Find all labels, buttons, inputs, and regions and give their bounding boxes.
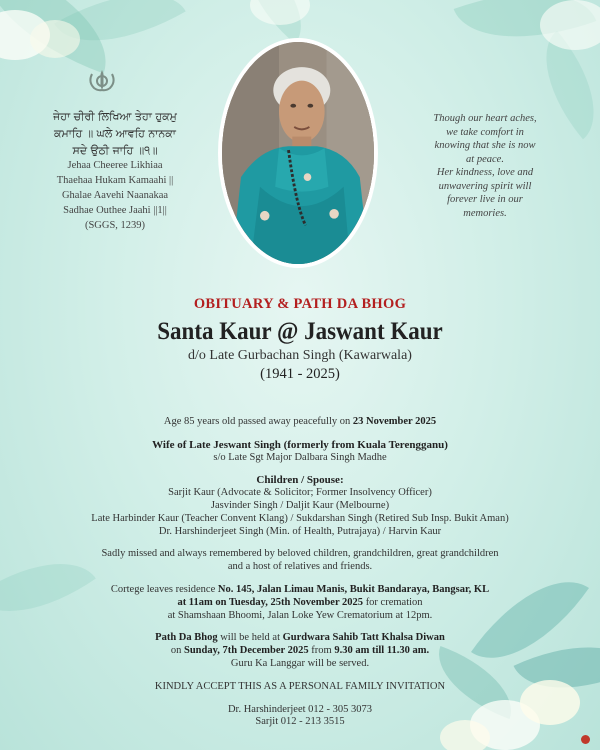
quote-line: memories. xyxy=(463,207,507,219)
life-years: (1941 - 2025) xyxy=(260,366,340,382)
bhog-time: 9.30 am till 11.30 am. xyxy=(334,645,430,657)
remembrance-line: and a host of relatives and friends. xyxy=(227,561,373,573)
cortege-text: Cortege leaves residence xyxy=(110,583,218,595)
death-date: 23 November 2025 xyxy=(352,416,437,427)
residence-address: No. 145, Jalan Limau Manis, Bukit Bandaraya, Bangsar, KL xyxy=(217,583,490,595)
memorial-quote xyxy=(400,112,570,220)
bhog-from: from xyxy=(308,645,335,657)
age-line xyxy=(30,416,570,429)
son-of-line: s/o Late Sgt Major Dalbara Singh Madhe xyxy=(213,451,387,463)
verse-transliteration xyxy=(40,158,190,233)
bhog-text: will be held at xyxy=(217,632,283,644)
translit-line: Sadhae Outhee Jaahi ||1|| xyxy=(63,205,167,216)
verse-line: ਸਦੇ ਉਠੀ ਜਾਹਿ ॥੧॥ xyxy=(72,144,158,157)
cortege-line xyxy=(30,584,570,597)
cortege-suffix: for cremation xyxy=(363,596,423,608)
quote-line: at peace. xyxy=(466,153,504,165)
contact-line: Dr. Harshinderjeet 012 - 305 3073 xyxy=(227,703,373,715)
khanda-icon xyxy=(88,68,116,94)
obituary-header xyxy=(0,296,600,383)
bhog-line xyxy=(30,632,570,645)
child-line: Sarjit Kaur (Advocate & Solicitor; Former Insolvency Officer) xyxy=(168,487,432,499)
portrait-photo xyxy=(218,38,378,268)
quote-line: Though our heart aches, xyxy=(433,113,537,124)
quote-line: unwavering spirit will xyxy=(438,180,532,192)
translit-line: Ghalae Aavehi Naanakaa xyxy=(61,190,169,201)
contact-line: Sarjit 012 - 213 3515 xyxy=(255,716,345,728)
publisher-logo-icon xyxy=(581,735,590,744)
remembrance-line: Sadly missed and always remembered by beloved children, grandchildren, great grandchildren xyxy=(101,548,499,560)
verse-source: (SGGS, 1239) xyxy=(84,220,146,231)
bhog-on: on xyxy=(170,645,184,657)
translit-line: Jehaa Cheeree Likhiaa xyxy=(67,160,163,171)
wife-line: Wife of Late Jeswant Singh (formerly from Kuala Terengganu) xyxy=(152,438,448,451)
translit-line: Thaehaa Hukam Kamaahi || xyxy=(56,175,174,186)
verse-line: ਜੇਹਾ ਚੀਰੀ ਲਿਖਿਆ ਤੇਹਾ ਹੁਕਮੁ xyxy=(53,110,177,123)
parent-line: d/o Late Gurbachan Singh (Kawarwala) xyxy=(188,348,412,363)
langgar-line: Guru Ka Langgar will be served. xyxy=(230,657,370,669)
child-line: Dr. Harshinderjeet Singh (Min. of Health, Putrajaya) / Harvin Kaur xyxy=(158,525,442,537)
obituary-details xyxy=(30,416,570,729)
publisher-watermark xyxy=(581,735,590,744)
child-line: Late Harbinder Kaur (Teacher Convent Klang) / Sukdarshan Singh (Retired Sub Insp. Bukit Aman) xyxy=(91,512,509,524)
children-heading: Children / Spouse: xyxy=(256,474,344,487)
cortege-time-line xyxy=(30,597,570,610)
invitation-line: KINDLY ACCEPT THIS AS A PERSONAL FAMILY INVITATION xyxy=(154,680,446,692)
quote-line: Her kindness, love and xyxy=(436,167,534,178)
age-text: Age 85 years old passed away peacefully on xyxy=(163,416,353,427)
quote-line: we take comfort in xyxy=(446,126,524,138)
quote-line: forever live in our xyxy=(447,194,523,205)
bhog-venue: Gurdwara Sahib Tatt Khalsa Diwan xyxy=(282,632,445,644)
cortege-time: at 11am on Tuesday, 25th November 2025 xyxy=(177,596,364,608)
bhog-label: Path Da Bhog xyxy=(155,632,218,644)
cremation-place: at Shamshaan Bhoomi, Jalan Loke Yew Crematorium at 12pm. xyxy=(167,609,433,621)
page-title: OBITUARY & PATH DA BHOG xyxy=(193,296,407,312)
deceased-name: Santa Kaur @ Jaswant Kaur xyxy=(157,318,443,345)
child-line: Jasvinder Singh / Daljit Kaur (Melbourne) xyxy=(210,499,390,511)
gurbani-verse xyxy=(40,108,190,159)
bhog-date: Sunday, 7th December 2025 xyxy=(184,645,309,657)
verse-line: ਕਮਾਹਿ ॥ ਘਲੇ ਆਵਹਿ ਨਾਨਕਾ xyxy=(54,127,176,140)
quote-line: knowing that she is now xyxy=(434,140,536,151)
bhog-date-line xyxy=(30,645,570,658)
